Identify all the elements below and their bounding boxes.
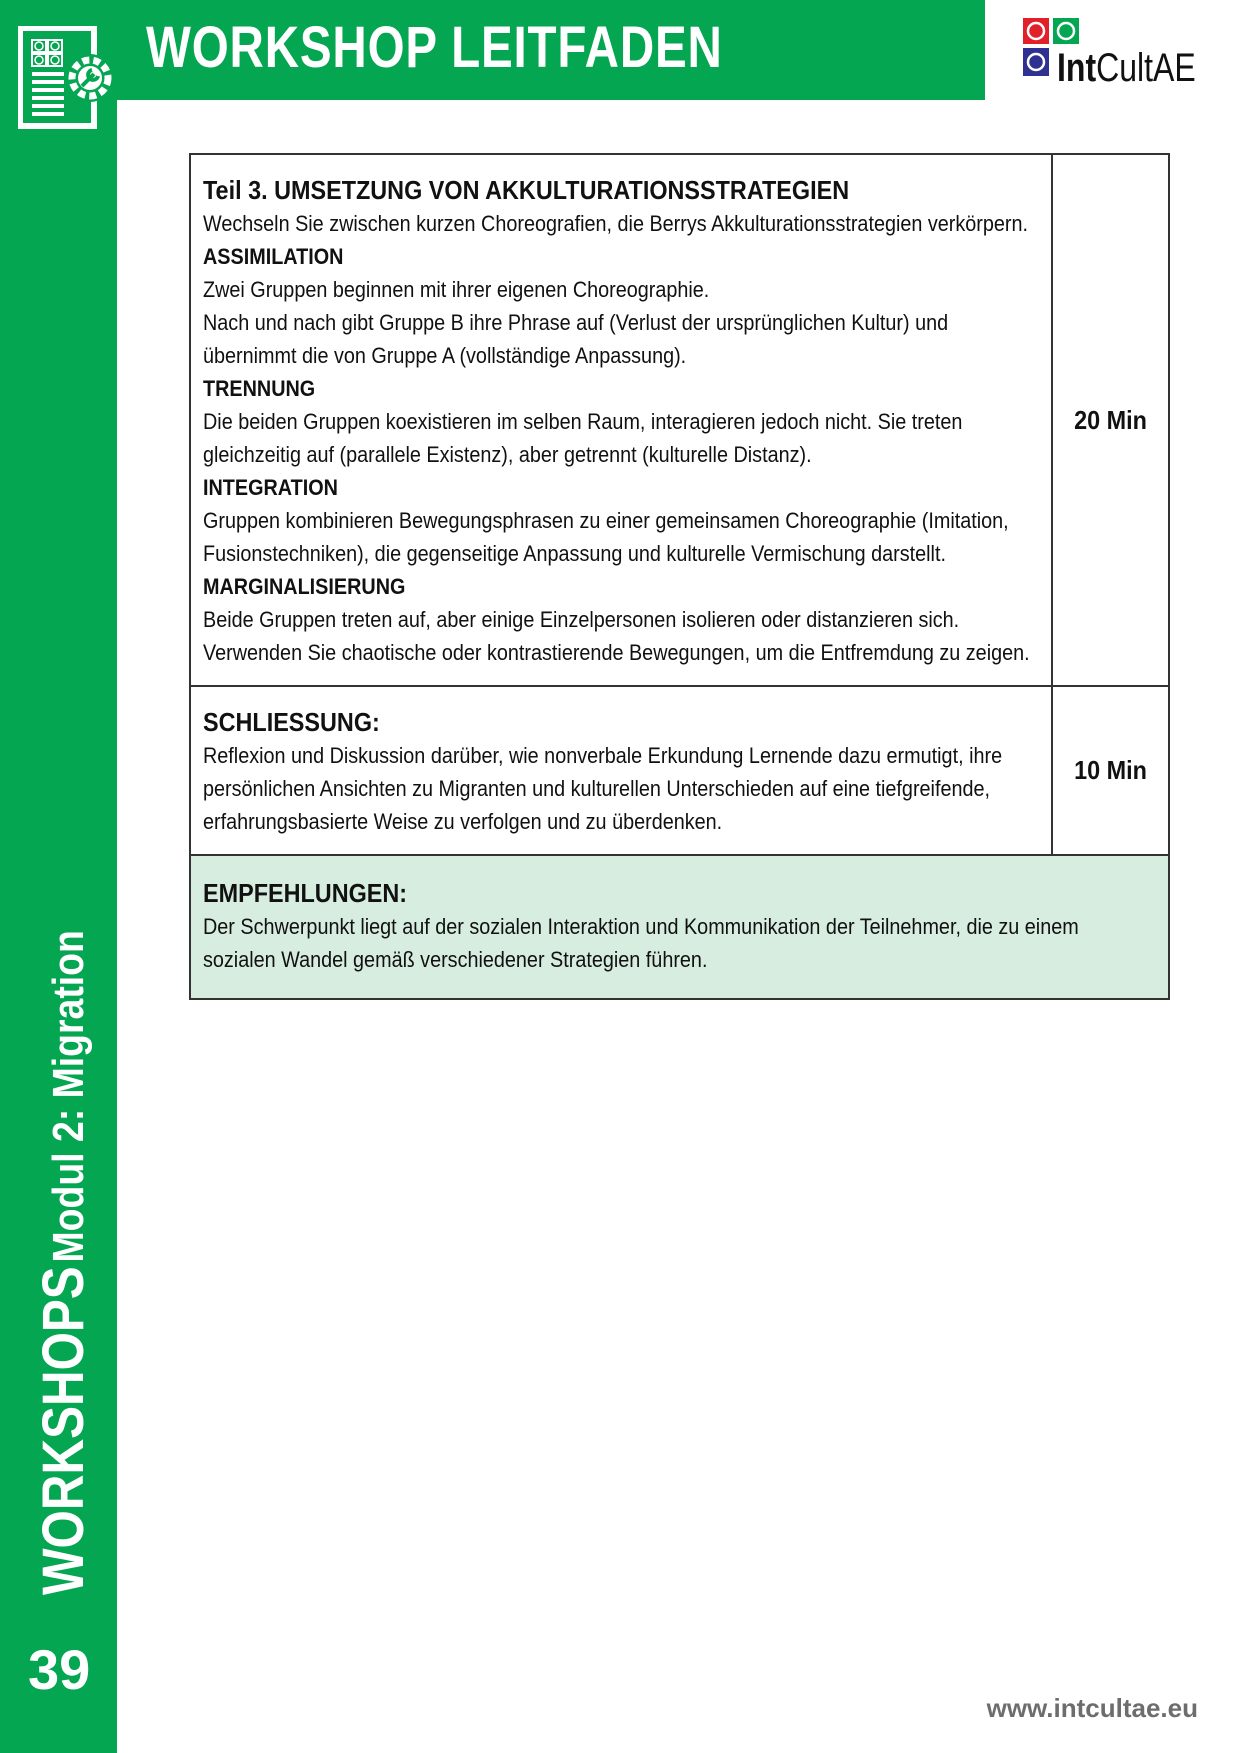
table-row-recommendations bbox=[191, 856, 1168, 998]
page-number: 39 bbox=[28, 1638, 91, 1701]
workshop-table bbox=[189, 153, 1170, 1000]
table-row bbox=[191, 687, 1168, 856]
strategy-text: Die beiden Gruppen koexistieren im selben Raum, interagieren jedoch nicht. Sie treten gleichzeitig auf (parallele Existenz), aber getrennt (kulturelle Distanz). bbox=[203, 409, 963, 467]
duration-cell: 10 Min bbox=[1074, 755, 1147, 785]
workshop-document-gear-icon bbox=[18, 26, 118, 130]
strategy-text: Gruppen kombinieren Bewegungsphrasen zu einer gemeinsamen Choreographie (Imitation, Fusionstechniken), die gegenseitige Anpassung und kulturelle Vermischung darstellt. bbox=[203, 508, 1009, 566]
strategy-text: Zwei Gruppen beginnen mit ihrer eigenen Choreographie. bbox=[203, 277, 710, 302]
header-bar bbox=[0, 0, 985, 100]
activity-cell bbox=[191, 155, 1053, 685]
strategy-heading: TRENNUNG bbox=[203, 376, 316, 401]
closing-text: Reflexion und Diskussion darüber, wie nonverbale Erkundung Lernende dazu ermutigt, ihre persönlichen Ansichten zu Migranten und kulturellen Unterschieden auf eine tiefgreifende, erfahrungsbasierte Weise zu verfolgen und zu überdenken. bbox=[203, 743, 1003, 834]
sidebar-title-bold: WORKSHOPS bbox=[31, 1266, 96, 1595]
strategy-text: Nach und nach gibt Gruppe B ihre Phrase auf (Verlust der ursprünglichen Kultur) und übernimmt die von Gruppe A (vollständige Anpassung). bbox=[203, 310, 949, 368]
recommendations-text: Der Schwerpunkt liegt auf der sozialen Interaktion und Kommunikation der Teilnehmer, die zu einem sozialen Wandel gemäß verschiedener Strategien führen. bbox=[203, 914, 1079, 972]
activity-cell bbox=[191, 687, 1053, 854]
section-title: Teil 3. UMSETZUNG VON AKKULTURATIONSSTRATEGIEN bbox=[203, 175, 850, 205]
sidebar-vertical-title bbox=[30, 813, 97, 1595]
page-title: WORKSHOP LEITFADEN bbox=[146, 15, 723, 80]
footer-website-link[interactable]: www.intcultae.eu bbox=[986, 1693, 1198, 1723]
strategy-heading: MARGINALISIERUNG bbox=[203, 574, 406, 599]
section-title: SCHLIESSUNG: bbox=[203, 707, 380, 737]
intro-text: Wechseln Sie zwischen kurzen Choreografien, die Berrys Akkulturationsstrategien verkörpern. bbox=[203, 211, 1029, 236]
logo-wordmark: IntCultAE bbox=[1057, 46, 1196, 90]
table-row bbox=[191, 155, 1168, 687]
section-title: EMPFEHLUNGEN: bbox=[203, 878, 408, 908]
recommendations-cell bbox=[191, 856, 1168, 998]
duration-cell: 20 Min bbox=[1074, 404, 1147, 435]
sidebar-title-module: Modul 2: Migration bbox=[44, 930, 93, 1263]
intcultae-logo bbox=[1023, 18, 1203, 88]
strategy-text: Beide Gruppen treten auf, aber einige Einzelpersonen isolieren oder distanzieren sich. Verwenden Sie chaotische oder kontrastierende Bewegungen, um die Entfremdung zu zeigen. bbox=[203, 607, 1030, 665]
strategy-heading: INTEGRATION bbox=[203, 475, 338, 500]
strategy-heading: ASSIMILATION bbox=[203, 244, 344, 269]
